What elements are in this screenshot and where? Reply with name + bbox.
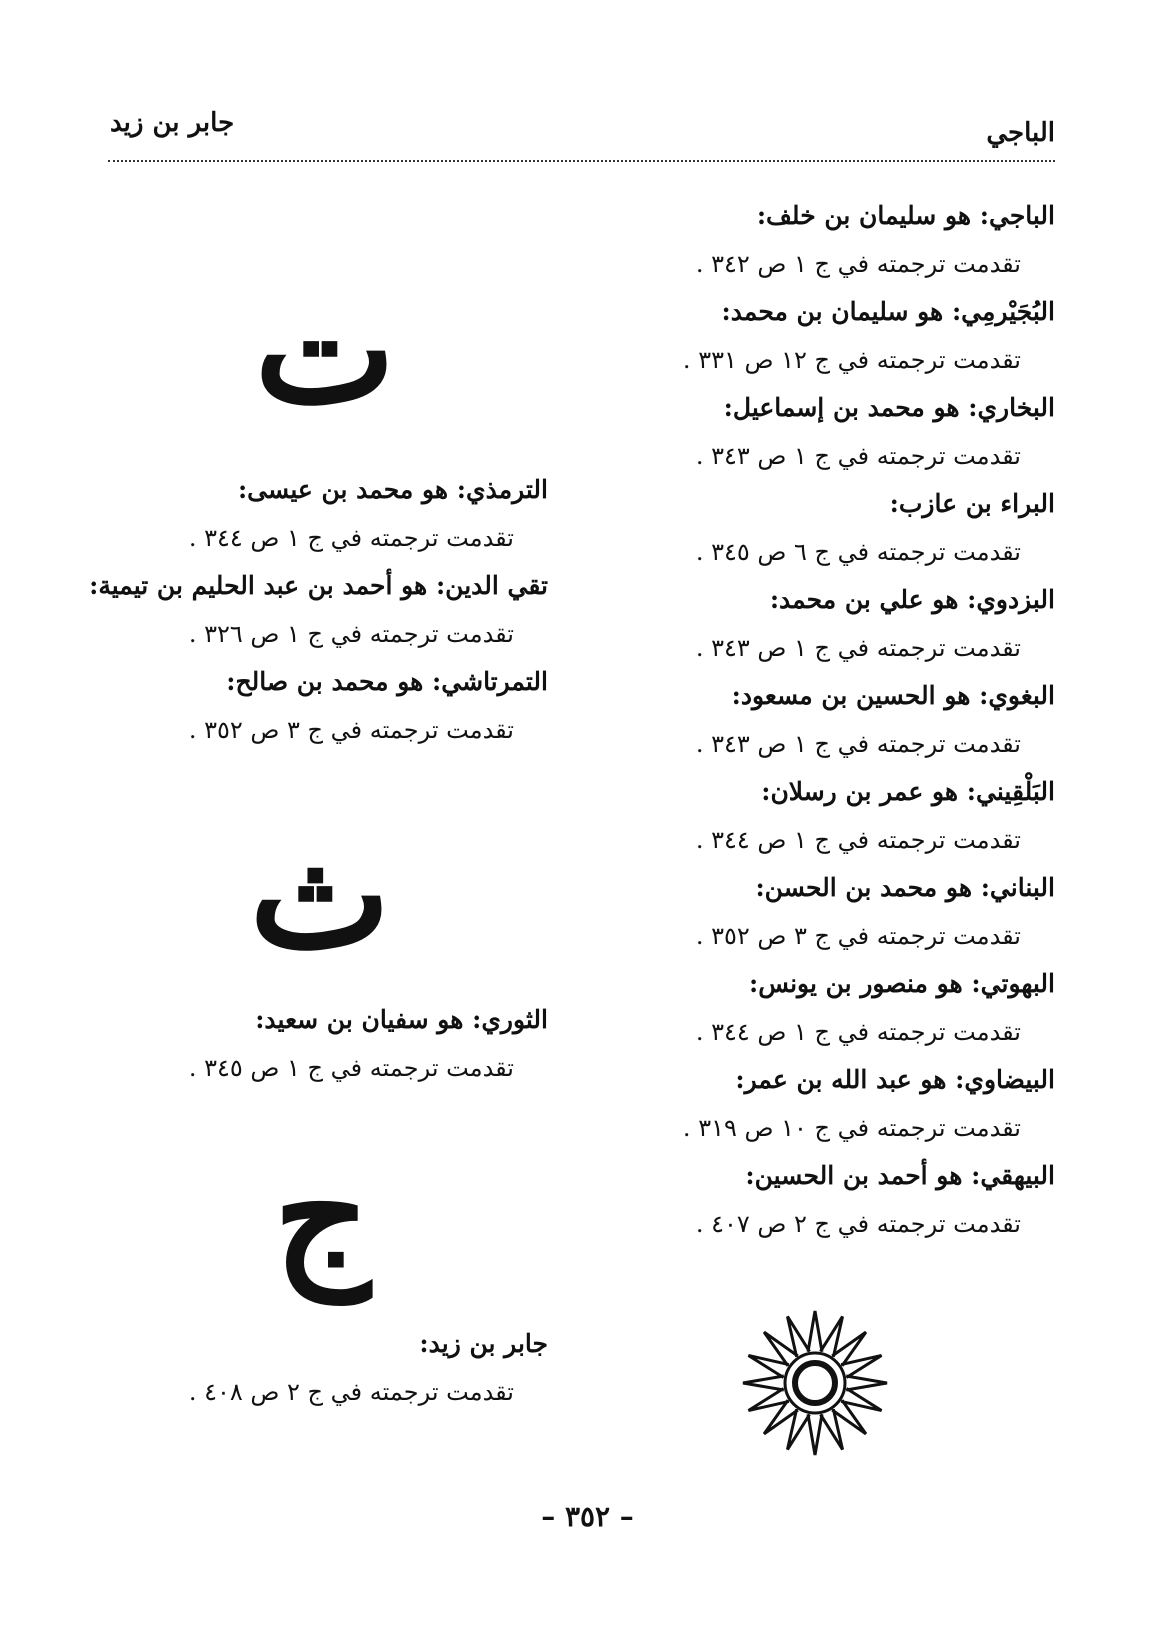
entry-name: الثوري: هو سفيان بن سعيد:	[255, 1005, 548, 1034]
entry-reference: تقدمت ترجمته في ج ٣ ص ٣٥٢ .	[188, 716, 514, 744]
entry	[635, 576, 1055, 672]
entry	[635, 288, 1055, 384]
section-tha-entries	[108, 996, 548, 1092]
entry	[89, 562, 548, 658]
entry-name: البغوي: هو الحسين بن مسعود:	[731, 681, 1055, 710]
entry-name: البزدوي: هو علي بن محمد:	[769, 585, 1055, 614]
section-letter-jim: ج	[273, 1127, 371, 1303]
entry-reference: تقدمت ترجمته في ج ١٠ ص ٣١٩ .	[682, 1114, 1021, 1142]
page-number: – ٣٥٢ –	[541, 1500, 634, 1533]
entry-name: البَلْقِيني: هو عمر بن رسلان:	[761, 777, 1055, 806]
ornament-petal	[846, 1376, 887, 1390]
entry-reference: تقدمت ترجمته في ج ١ ص ٣٢٦ .	[188, 620, 514, 648]
entry	[635, 1056, 1055, 1152]
entry-reference: تقدمت ترجمته في ج ١ ص ٣٤٣ .	[695, 634, 1021, 662]
running-header-left: جابر بن زيد	[110, 108, 235, 138]
entry	[635, 672, 1055, 768]
star-rosette-ornament-icon	[740, 1308, 890, 1458]
entry-reference: تقدمت ترجمته في ج ١٢ ص ٣٣١ .	[682, 346, 1021, 374]
entry-name: البهوتي: هو منصور بن يونس:	[748, 969, 1055, 998]
entry	[635, 1152, 1055, 1248]
entry-name: البيهقي: هو أحمد بن الحسين:	[745, 1161, 1055, 1190]
entry	[635, 480, 1055, 576]
entry-reference: تقدمت ترجمته في ج ١ ص ٣٤٤ .	[695, 1018, 1021, 1046]
entry-reference: تقدمت ترجمته في ج ١ ص ٣٤٢ .	[695, 250, 1021, 278]
section-letter-ta: ت	[254, 262, 396, 438]
entry-reference: تقدمت ترجمته في ج ٣ ص ٣٥٢ .	[695, 922, 1021, 950]
entry-name: البخاري: هو محمد بن إسماعيل:	[723, 393, 1055, 422]
ornament-petal	[743, 1376, 784, 1390]
entry	[635, 192, 1055, 288]
running-header-right: الباجي	[986, 118, 1055, 148]
right-column	[635, 192, 1055, 1248]
section-jim-entries	[108, 1320, 548, 1416]
entry-reference: تقدمت ترجمته في ج ١ ص ٣٤٥ .	[188, 1054, 514, 1082]
entry-name: البراء بن عازب:	[889, 489, 1055, 518]
ornament-petal	[808, 1414, 822, 1455]
entry-reference: تقدمت ترجمته في ج ١ ص ٣٤٤ .	[695, 826, 1021, 854]
entry-reference: تقدمت ترجمته في ج ٢ ص ٤٠٨ .	[188, 1378, 514, 1406]
entry	[635, 768, 1055, 864]
entry-reference: تقدمت ترجمته في ج ١ ص ٣٤٣ .	[695, 730, 1021, 758]
entry-name: البناني: هو محمد بن الحسن:	[755, 873, 1055, 902]
entry	[635, 960, 1055, 1056]
section-ta-entries	[89, 466, 548, 754]
entry	[635, 384, 1055, 480]
entry	[635, 864, 1055, 960]
header-dotted-rule	[108, 160, 1055, 162]
entry-reference: تقدمت ترجمته في ج ١ ص ٣٤٤ .	[188, 524, 514, 552]
entry-name: البيضاوي: هو عبد الله بن عمر:	[735, 1065, 1055, 1094]
entry	[108, 466, 548, 562]
entry-name: الباجي: هو سليمان بن خلف:	[756, 201, 1055, 230]
entry-name: التمرتاشي: هو محمد بن صالح:	[226, 667, 548, 696]
entry-name: البُجَيْرمِي: هو سليمان بن محمد:	[721, 297, 1055, 326]
entry-name: الترمذي: هو محمد بن عيسى:	[237, 475, 548, 504]
entry-name: تقي الدين: هو أحمد بن عبد الحليم بن تيمية:	[89, 571, 548, 600]
entry-name: جابر بن زيد:	[419, 1329, 548, 1358]
entry-reference: تقدمت ترجمته في ج ٦ ص ٣٤٥ .	[695, 538, 1021, 566]
section-letter-tha: ث	[249, 807, 391, 983]
entry	[108, 996, 548, 1092]
entry	[108, 658, 548, 754]
entry	[108, 1320, 548, 1416]
entry-reference: تقدمت ترجمته في ج ١ ص ٣٤٣ .	[695, 442, 1021, 470]
ornament-petal	[808, 1311, 822, 1352]
entry-reference: تقدمت ترجمته في ج ٢ ص ٤٠٧ .	[695, 1210, 1021, 1238]
